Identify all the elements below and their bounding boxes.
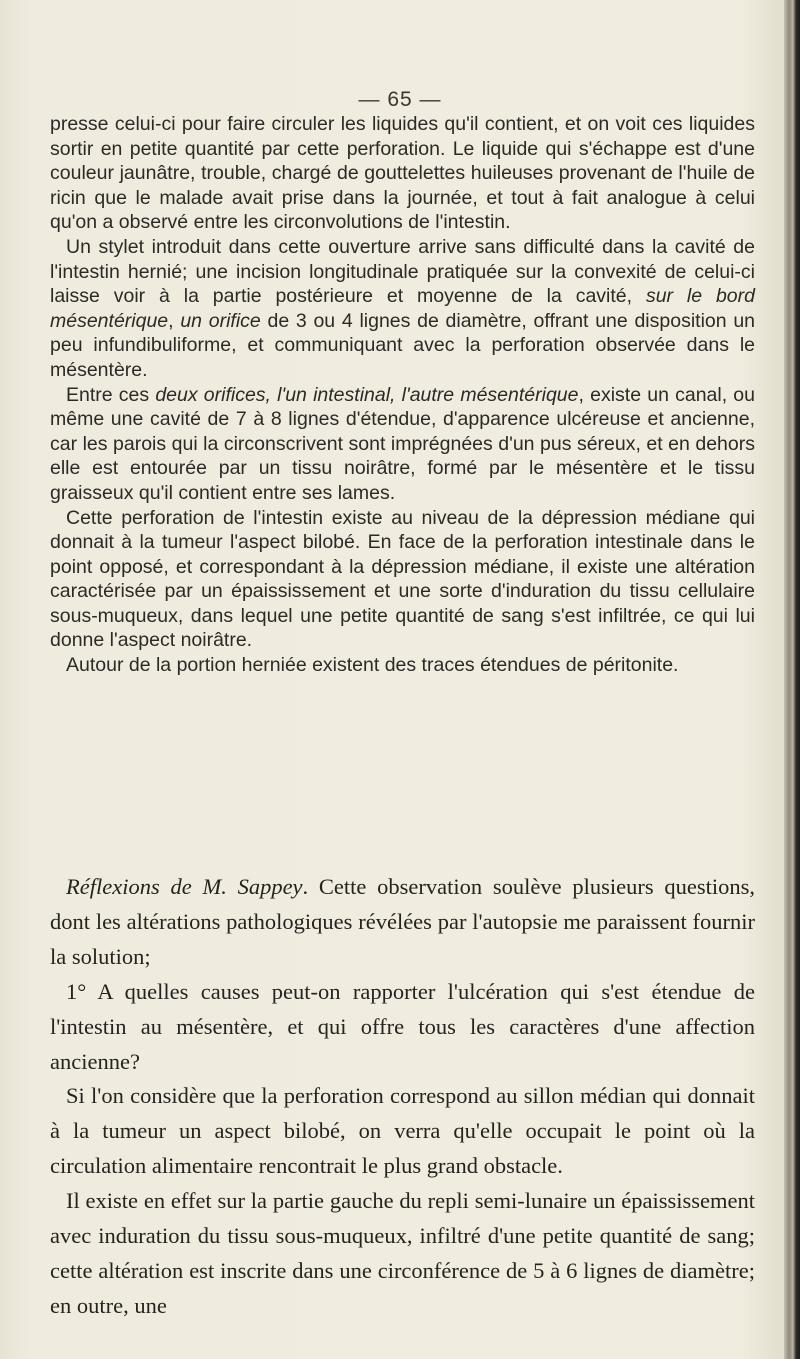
paragraph: 1° A quelles causes peut-on rapporter l'ulcération qui s'est étendue de l'intestin au mésentère, et qui offre tous les caractères d'une affection ancienne? (50, 978, 755, 1074)
text-run: de 3 ou 4 lignes de diamètre, offrant une disposition un peu infundibuliforme, et communiquant avec la perforation observée dans le mésentère. (50, 309, 756, 381)
paragraph: Autour de la portion herniée existent des traces étendues de péritonite. (66, 654, 679, 677)
paragraph (50, 383, 755, 506)
paragraph (50, 235, 755, 383)
body-text-small (50, 112, 755, 678)
text-run: Entre ces (66, 383, 156, 406)
paragraph: presse celui-ci pour faire circuler les liquides qu'il contient, et on voit ces liquides sortir en petite quantité par cette perforation. Le liquide qui s'échappe est d'une couleur jaunâtre, trouble, chargé de gouttelettes huileuses provenant de l'huile de ricin que le malade avait prise dans la journée, et tout à fait analogue à celui qu'on a observé entre les circonvolutions de l'intestin. (50, 113, 755, 234)
page-number: — 65 — (358, 88, 442, 111)
paragraph (50, 870, 755, 975)
text-run: . Cette observation soulève plusieurs questions, dont les altérations pathologiques révélées par l'autopsie me paraissent fournir la solution; (50, 874, 755, 969)
italic-run: sur le bord mésentérique (50, 285, 755, 332)
text-run: , (168, 309, 181, 332)
text-run: Un stylet introduit dans cette ouverture arrive sans difficulté dans la cavité de l'intestin hernié; une incision longitudinale pratiquée sur la convexité de celui-ci laisse voir à la partie postérieure et moyenne de la cavité, (50, 235, 755, 308)
body-text-large (50, 870, 755, 1324)
text-run: , existe un canal, ou même une cavité de 7 à 8 lignes d'étendue, d'apparence ulcéreuse et ancienne, car les parois qui la circonscrivent sont imprégnées d'un pus séreux, et en dehors elle est entourée par un tissu noirâtre, formé par le mésentère et le tissu graisseux qu'il contient entre ses lames. (50, 383, 756, 504)
italic-run: deux orifices, l'un intestinal, l'autre mésentérique (155, 383, 579, 406)
paragraph: Il existe en effet sur la partie gauche du repli semi-lunaire un épaississement avec induration du tissu sous-muqueux, infiltré d'une petite quantité de sang; cette altération est inscrite dans une circonférence de 5 à 6 lignes de diamètre; en outre, une (50, 1188, 755, 1318)
page-edge-shadow (784, 0, 800, 1359)
italic-run: Réflexions de M. Sappey (66, 874, 303, 899)
italic-run: un orifice (180, 309, 261, 332)
paragraph: Cette perforation de l'intestin existe au niveau de la dépression médiane qui donnait à la tumeur l'aspect bilobé. En face de la perforation intestinale dans le point opposé, et correspondant à la dépression médiane, il existe une altération caractérisée par un épaississement et une sorte d'induration du tissu cellulaire sous-muqueux, dans lequel une petite quantité de sang s'est infiltrée, ce qui lui donne l'aspect noirâtre. (50, 506, 755, 652)
paragraph: Si l'on considère que la perforation correspond au sillon médian qui donnait à la tumeur un aspect bilobé, on verra qu'elle occupait le point où la circulation alimentaire rencontrait le plus grand obstacle. (50, 1083, 755, 1179)
